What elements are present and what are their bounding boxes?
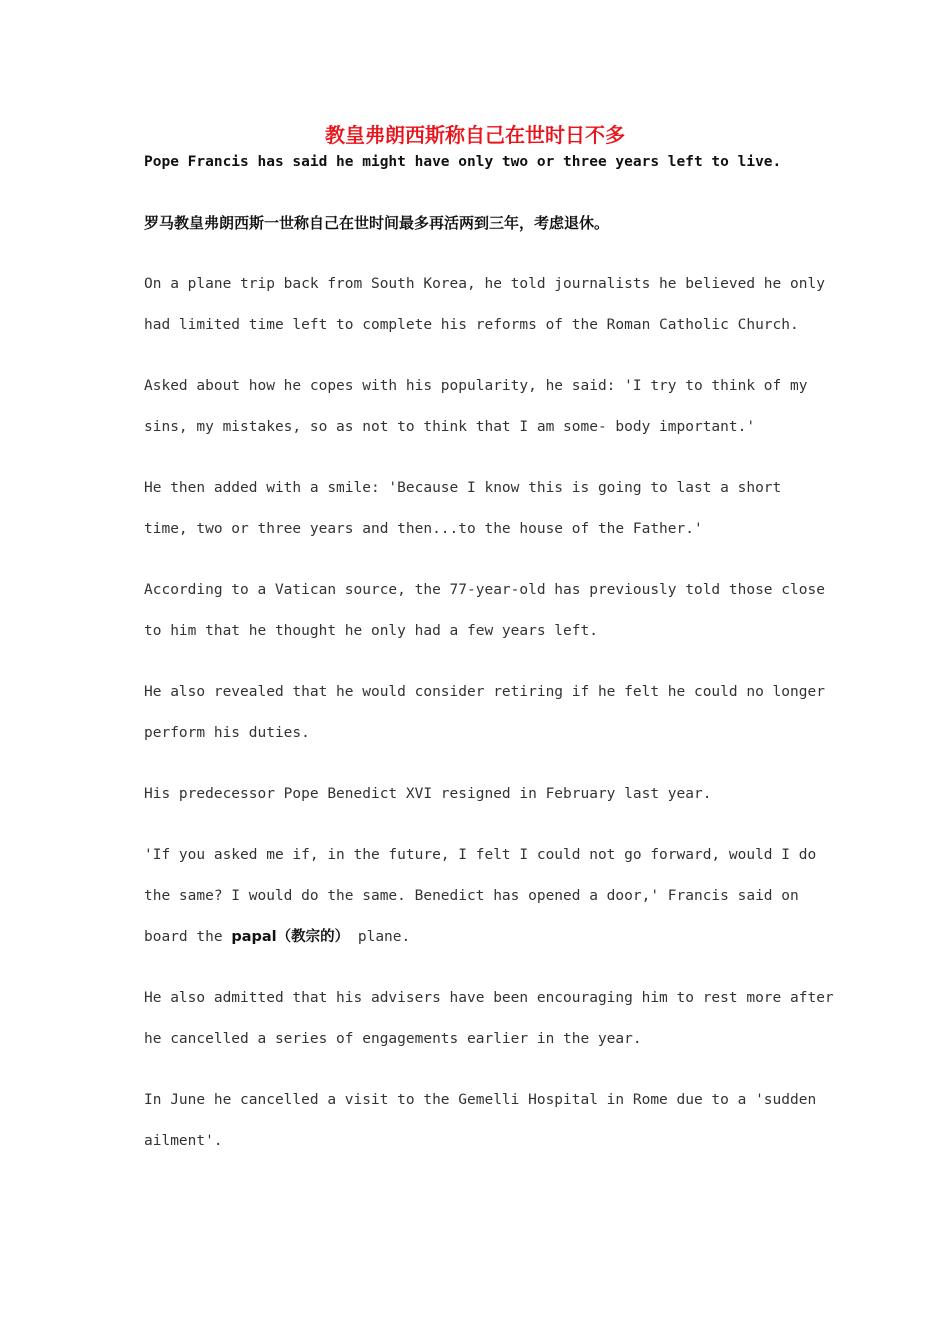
paragraph-line: perform his duties. — [144, 725, 310, 741]
paragraph-line: He also admitted that his advisers have been encouraging him to rest more after — [144, 990, 834, 1006]
paragraph-line: In June he cancelled a visit to the Gemelli Hospital in Rome due to a 'sudden — [144, 1092, 817, 1108]
paragraph-line: time, two or three years and then...to the house of the Father.' — [144, 521, 703, 537]
paragraph-line — [144, 927, 410, 947]
document-title: 教皇弗朗西斯称自己在世时日不多 — [325, 123, 625, 147]
paragraph-line: sins, my mistakes, so as not to think that I am some- body important.' — [144, 419, 756, 435]
paragraph-line: he cancelled a series of engagements earlier in the year. — [144, 1031, 642, 1047]
line-text-before: board the — [144, 929, 232, 945]
glossed-word: papal（教宗的） — [231, 929, 350, 945]
paragraph-line: His predecessor Pope Benedict XVI resigned in February last year. — [144, 786, 712, 802]
line-text-after: plane. — [349, 929, 411, 945]
subtitle: Pope Francis has said he might have only two or three years left to live. — [144, 154, 782, 170]
paragraph-line: On a plane trip back from South Korea, he told journalists he believed he only — [144, 276, 825, 292]
paragraph-line: had limited time left to complete his reforms of the Roman Catholic Church. — [144, 317, 799, 333]
paragraph-line: 'If you asked me if, in the future, I felt I could not go forward, would I do — [144, 847, 817, 863]
paragraph-line: Asked about how he copes with his popularity, he said: 'I try to think of my — [144, 378, 808, 394]
paragraph-line: He then added with a smile: 'Because I know this is going to last a short — [144, 480, 782, 496]
paragraph-line: According to a Vatican source, the 77-year-old has previously told those close — [144, 582, 825, 598]
paragraph-line: to him that he thought he only had a few years left. — [144, 623, 598, 639]
paragraph-line: the same? I would do the same. Benedict has opened a door,' Francis said on — [144, 888, 799, 904]
paragraph-line: ailment'. — [144, 1133, 223, 1149]
chinese-summary: 罗马教皇弗朗西斯一世称自己在世时间最多再活两到三年，考虑退休。 — [144, 214, 610, 232]
paragraph-line: He also revealed that he would consider retiring if he felt he could no longer — [144, 684, 825, 700]
